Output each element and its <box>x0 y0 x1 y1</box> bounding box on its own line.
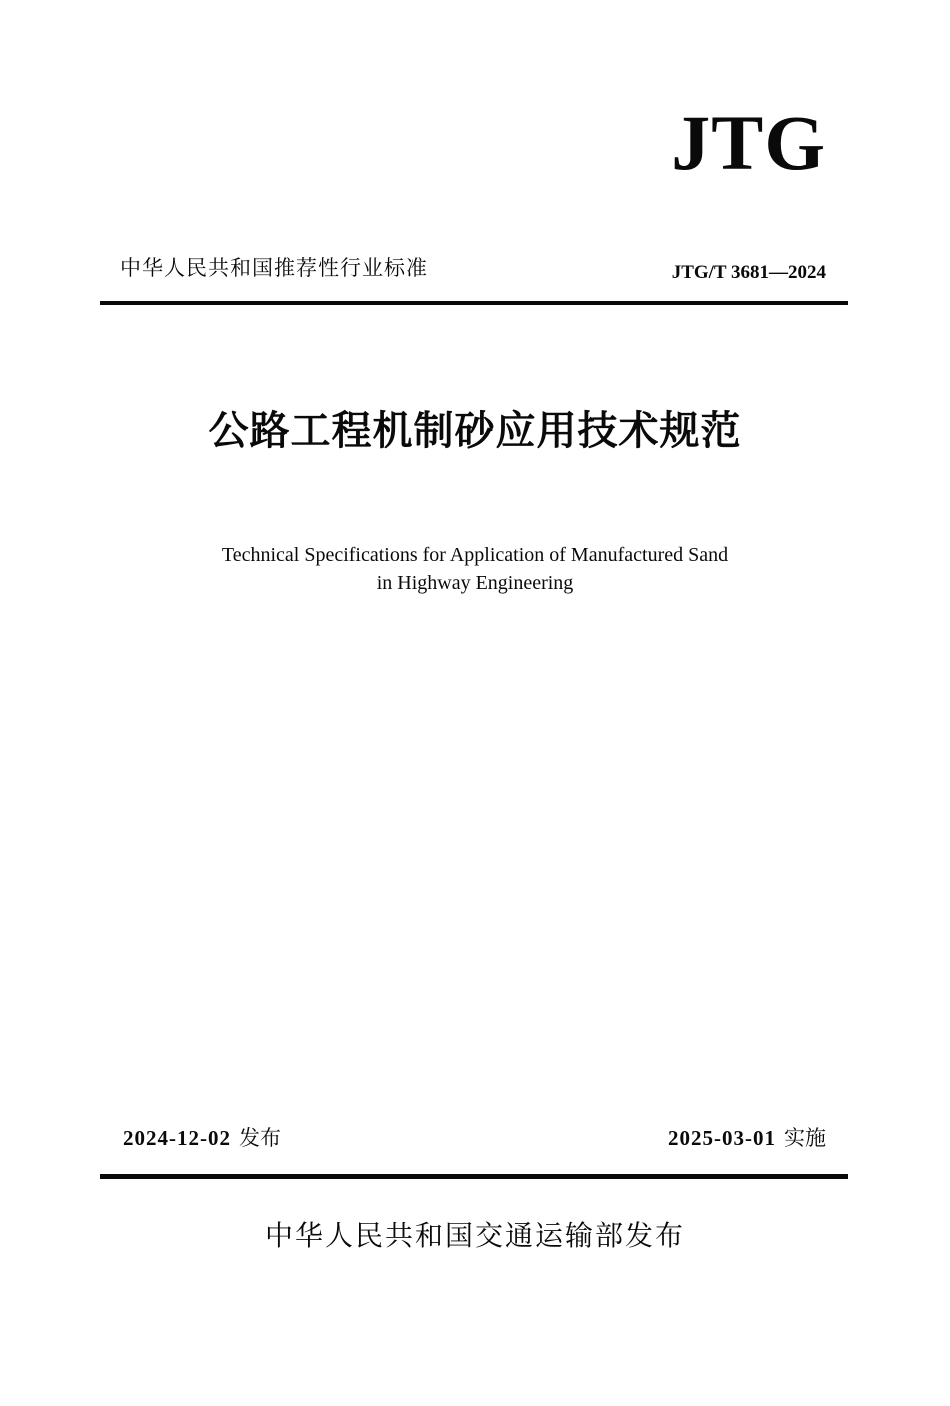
jtg-logo: JTG <box>671 99 826 186</box>
title-english <box>0 541 950 597</box>
footer-divider <box>100 1174 848 1179</box>
implement-date: 2025-03-01 <box>668 1126 776 1150</box>
issue-label: 发布 <box>239 1126 281 1150</box>
title-english-line1: Technical Specifications for Application of Manufactured Sand <box>221 544 729 566</box>
issue-date: 2024-12-02 <box>123 1126 231 1150</box>
title-english-line2: in Highway Engineering <box>376 572 574 594</box>
standard-category: 中华人民共和国推荐性行业标准 <box>120 256 428 280</box>
standard-number: JTG/T 3681—2024 <box>671 262 826 283</box>
implement-date-block <box>668 1128 826 1149</box>
header-divider <box>100 301 848 305</box>
title-chinese: 公路工程机制砂应用技术规范 <box>208 408 742 454</box>
implement-label: 实施 <box>784 1126 826 1150</box>
issue-date-block <box>123 1128 281 1149</box>
publisher: 中华人民共和国交通运输部发布 <box>264 1219 685 1252</box>
